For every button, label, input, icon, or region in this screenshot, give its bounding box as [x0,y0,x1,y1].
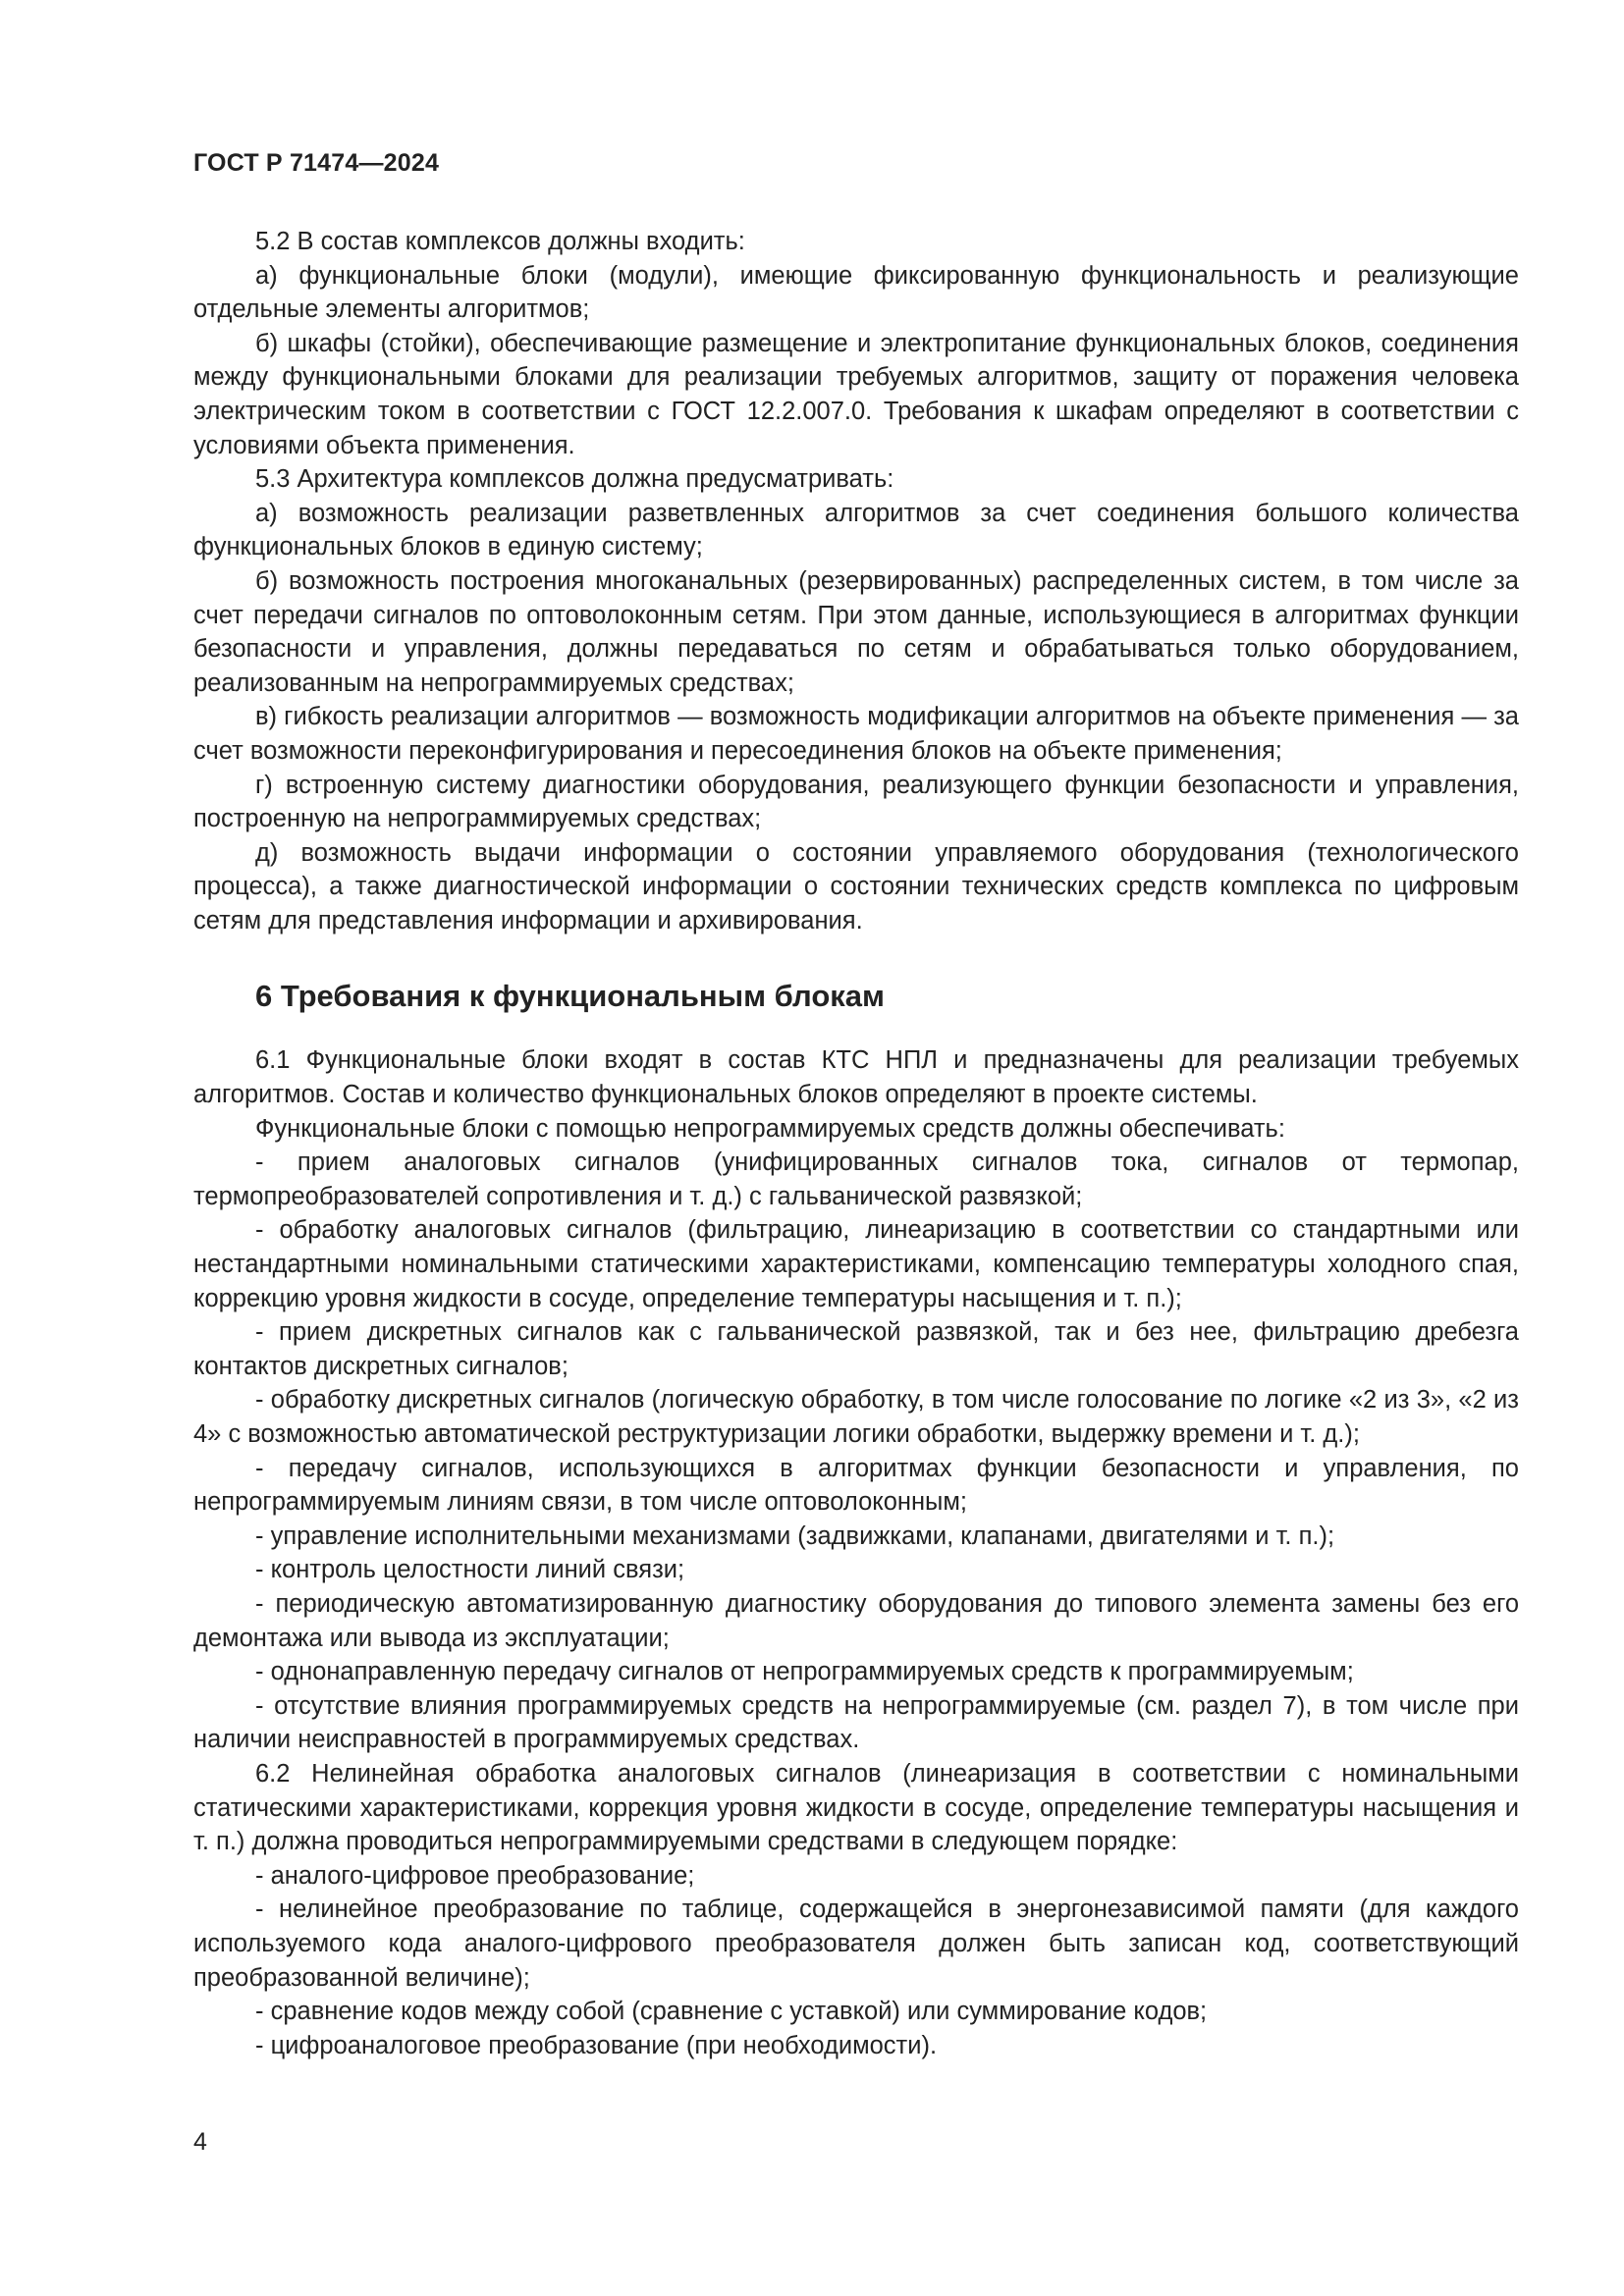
list-item: в) гибкость реализации алгоритмов — возможность модификации алгоритмов на объекте применения — за счет возможности переконфигурирования и пересоединения блоков на объекте применения; [193,703,1519,765]
list-item: - нелинейное преобразование по таблице, содержащейся в энергонезависимой памяти (для каждого используемого кода аналого-цифрового преобразователя должен быть записан код, соответствующий преобразованной величине); [193,1896,1519,1992]
list-item: - аналого-цифровое преобразование; [255,1861,695,1890]
list-item: - управление исполнительными механизмами (задвижками, клапанами, двигателями и т. п.); [255,1522,1335,1550]
list-item: г) встроенную систему диагностики оборудования, реализующего функции безопасности и управления, построенную на непрограммируемых средствах; [193,771,1519,833]
paragraph: 6.1 Функциональные блоки входят в состав КТС НПЛ и предназначены для реализации требуемых алгоритмов. Состав и количество функциональных блоков определяют в проекте системы. [193,1046,1519,1109]
section-6 [193,1043,1519,2062]
list-item: - прием дискретных сигналов как с гальванической развязкой, так и без нее, фильтрацию дребезга контактов дискретных сигналов; [193,1318,1519,1380]
list-item: - периодическую автоматизированную диагностику оборудования до типового элемента замены без его демонтажа или вывода из эксплуатации; [193,1589,1519,1652]
paragraph: 6.2 Нелинейная обработка аналоговых сигналов (линеаризация в соответствии с номинальными статическими характеристиками, коррекция уровня жидкости в сосуде, определение температуры насыщения и т. п.) должна проводиться непрограммируемыми средствами в следующем порядке: [193,1759,1519,1856]
list-item: - прием аналоговых сигналов (унифицированных сигналов тока, сигналов от термопар, термопреобразователей сопротивления и т. д.) с гальванической развязкой; [193,1148,1519,1210]
paragraph: Функциональные блоки с помощью непрограммируемых средств должны обеспечивать: [255,1114,1285,1143]
list-item: б) шкафы (стойки), обеспечивающие размещение и электропитание функциональных блоков, соединения между функциональными блоками для реализации требуемых алгоритмов, защиту от поражения человека электрическим током в соответствии с ГОСТ 12.2.007.0. Требования к шкафам определяют в соответствии с условиями объекта применения. [193,329,1519,459]
list-item: - цифроаналоговое преобразование (при необходимости). [255,2031,938,2059]
list-item: - сравнение кодов между собой (сравнение с уставкой) или суммирование кодов; [255,1998,1208,2026]
list-item: д) возможность выдачи информации о состоянии управляемого оборудования (технологического процесса), а также диагностической информации о состоянии технических средств комплекса по цифровым сетям для представления информации и архивирования. [193,838,1519,934]
page-number: 4 [193,2128,207,2156]
list-item: - контроль целостности линий связи; [255,1556,685,1584]
paragraph: 5.2 В состав комплексов должны входить: [255,228,745,255]
list-item: - передачу сигналов, использующихся в алгоритмах функции безопасности и управления, по непрограммируемым линиям связи, в том числе оптоволоконным; [193,1454,1519,1517]
paragraph: 5.3 Архитектура комплексов должна предусматривать: [255,465,894,494]
section-6-heading: 6 Требования к функциональным блокам [255,979,885,1014]
section-5-continued [193,225,1519,937]
list-item: - обработку аналоговых сигналов (фильтрацию, линеаризацию в соответствии со стандартными или нестандартными номинальными статическими характеристиками, компенсацию температуры холодного спая, коррекцию уровня жидкости в сосуде, определение температуры насыщения и т. п.); [193,1216,1519,1312]
list-item: - однонаправленную передачу сигналов от непрограммируемых средств к программируемым; [255,1658,1354,1686]
page-content [193,225,1519,2062]
list-item: - отсутствие влияния программируемых средств на непрограммируемые (см. раздел 7), в том числе при наличии неисправностей в программируемых средствах. [193,1691,1519,1754]
list-item: б) возможность построения многоканальных (резервированных) распределенных систем, в том числе за счет передачи сигналов по оптоволоконным сетям. При этом данные, использующиеся в алгоритмах функции безопасности и управления, должны передаваться по сетям и обрабатываться только оборудованием, реализованным на непрограммируемых средствах; [193,566,1519,697]
list-item: а) функциональные блоки (модули), имеющие фиксированную функциональность и реализующие отдельные элементы алгоритмов; [193,261,1519,324]
list-item: - обработку дискретных сигналов (логическую обработку, в том числе голосование по логике «2 из 3», «2 из 4» с возможностью автоматической реструктуризации логики обработки, выдержку времени и т. д.); [193,1386,1519,1448]
list-item: а) возможность реализации разветвленных алгоритмов за счет соединения большого количества функциональных блоков в единую систему; [193,499,1519,561]
document-header: ГОСТ Р 71474—2024 [193,149,440,177]
